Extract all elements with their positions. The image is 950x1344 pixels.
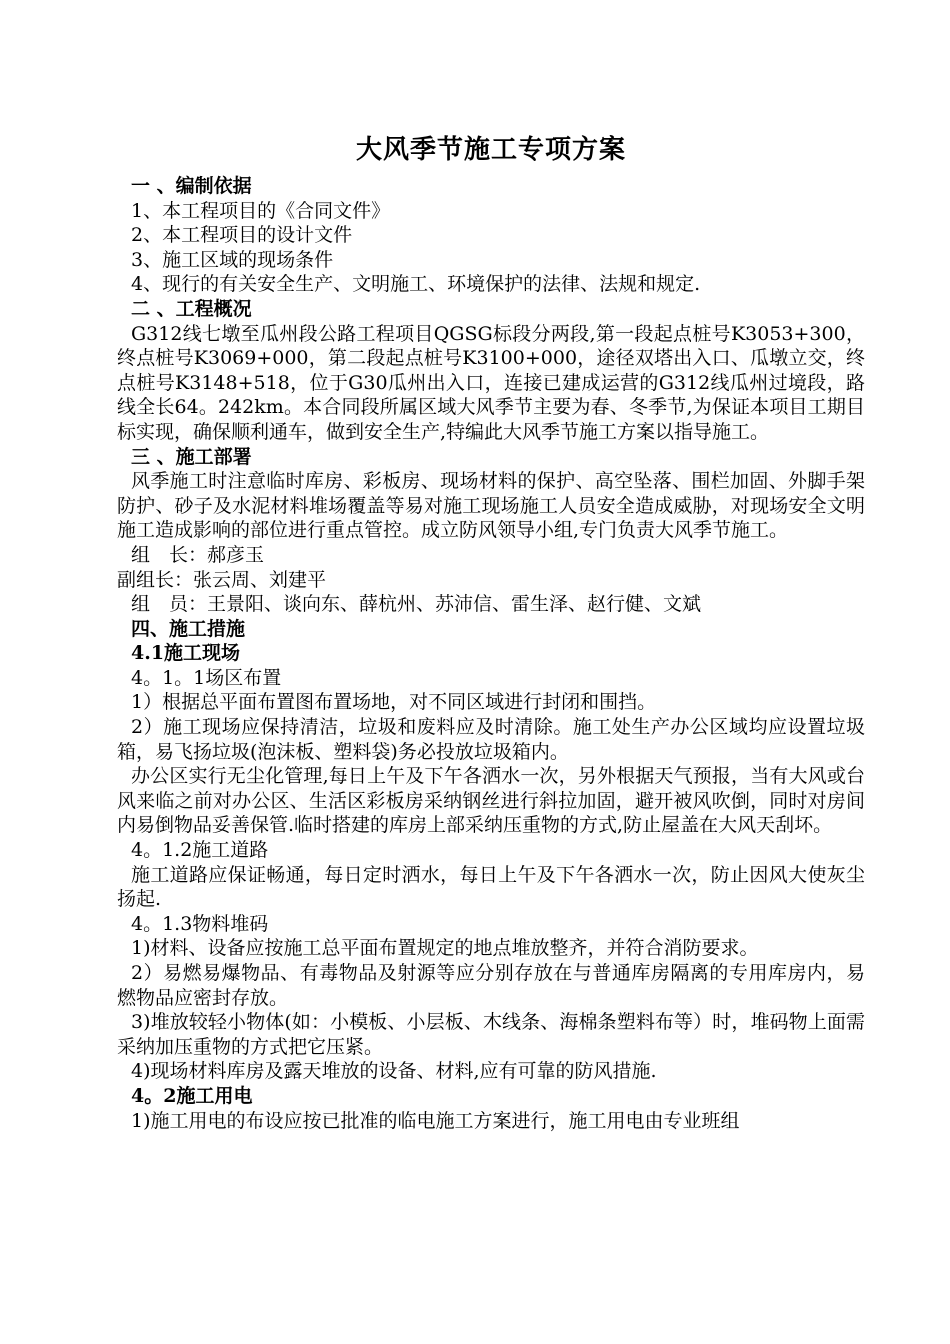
subsubsection-heading-road: 4。1.2施工道路 bbox=[131, 839, 269, 862]
section-heading-basis: 一 、编制依据 bbox=[131, 175, 252, 197]
measure-paragraph: 1)材料、设备应按施工总平面布置规定的地点堆放整齐，并符合消防要求。 bbox=[131, 937, 759, 960]
team-deputy: 副组长：张云周、刘建平 bbox=[117, 568, 327, 591]
subsubsection-heading-layout: 4。1。1场区布置 bbox=[131, 666, 282, 689]
overview-paragraph: G312线七墩至瓜州段公路工程项目QGSG标段分两段,第一段起点桩号K3053+300，终点桩号K3069+000，第二段起点桩号K3100+000，途径双塔出入口、瓜墩立交，终点桩号K3148+518，位于G30瓜州出入口，连接已建成运营的G312线瓜州过境段，路线全长64。242km。本合同段所属区域大风季节主要为春、冬季节,为保证本项目工期目标实现，确保顺利通车，做到安全生产,特编此大风季节施工方案以指导施工。 bbox=[117, 322, 865, 443]
basis-item: 2、本工程项目的设计文件 bbox=[131, 224, 353, 247]
document-title: 大风季节施工专项方案 bbox=[355, 135, 626, 165]
subsection-heading-site: 4.1施工现场 bbox=[131, 642, 241, 665]
section-heading-deployment: 三 、施工部署 bbox=[131, 445, 252, 468]
measure-paragraph: 3)堆放较轻小物体(如：小模板、小层板、木线条、海棉条塑料布等）时，堆码物上面需采纳加压重物的方式把它压紧。 bbox=[117, 1011, 865, 1058]
measure-paragraph: 2）易燃易爆物品、有毒物品及射源等应分别存放在与普通库房隔离的专用库房内，易燃物品应密封存放。 bbox=[117, 962, 865, 1009]
team-members: 组 员：王景阳、谈向东、薛杭州、苏沛信、雷生泽、赵行健、文斌 bbox=[131, 593, 702, 616]
section-heading-measures: 四、施工措施 bbox=[131, 617, 246, 640]
measure-paragraph: 办公区实行无尘化管理,每日上午及下午各洒水一次，另外根据天气预报，当有大风或台风来临之前对办公区、生活区彩板房采纳钢丝进行斜拉加固，避开被风吹倒，同时对房间内易倒物品妥善保管.临时搭建的库房上部采纳压重物的方式,防止屋盖在大风天刮坏。 bbox=[117, 765, 865, 837]
document-body bbox=[117, 130, 865, 1133]
subsection-heading-power: 4。2施工用电 bbox=[131, 1084, 253, 1107]
deployment-paragraph: 风季施工时注意临时库房、彩板房、现场材料的保护、高空坠落、围栏加固、外脚手架防护、砂子及水泥材料堆场覆盖等易对施工现场施工人员安全造成威胁，对现场安全文明施工造成影响的部位进行重点管控。成立防风领导小组,专门负责大风季节施工。 bbox=[117, 470, 865, 542]
measure-paragraph: 施工道路应保证畅通，每日定时洒水，每日上午及下午各洒水一次，防止因风大使灰尘扬起. bbox=[117, 863, 865, 911]
team-leader: 组 长：郝彦玉 bbox=[131, 543, 265, 566]
measure-paragraph: 2）施工现场应保持清洁，垃圾和废料应及时清除。施工处生产办公区域均应设置垃圾箱，易飞扬垃圾(泡沫板、塑料袋)务必投放垃圾箱内。 bbox=[117, 716, 865, 763]
basis-item: 1、本工程项目的《合同文件》 bbox=[131, 199, 391, 222]
measure-paragraph: 1)施工用电的布设应按已批准的临电施工方案进行，施工用电由专业班组 bbox=[131, 1109, 740, 1132]
measure-paragraph: 1）根据总平面布置图布置场地，对不同区域进行封闭和围挡。 bbox=[131, 691, 657, 714]
section-heading-overview: 二 、工程概况 bbox=[131, 297, 252, 320]
basis-item: 4、现行的有关安全生产、文明施工、环境保护的法律、法规和规定. bbox=[131, 273, 701, 296]
subsubsection-heading-storage: 4。1.3物料堆码 bbox=[131, 912, 269, 935]
measure-paragraph: 4)现场材料库房及露天堆放的设备、材料,应有可靠的防风措施. bbox=[131, 1060, 657, 1083]
basis-item: 3、施工区域的现场条件 bbox=[131, 248, 334, 271]
